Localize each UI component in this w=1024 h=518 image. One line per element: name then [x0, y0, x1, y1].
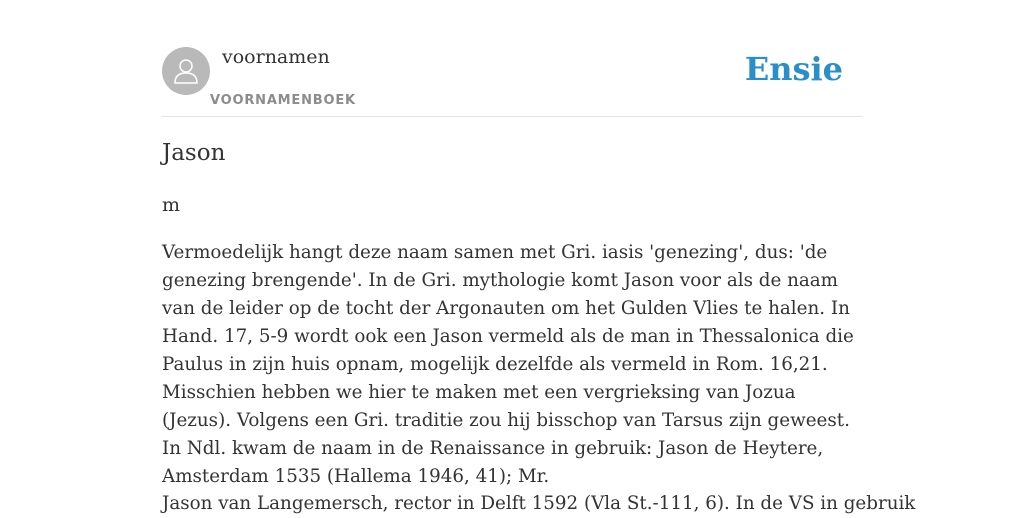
- source-label[interactable]: VOORNAMENBOEK: [210, 93, 356, 108]
- definition-paragraph: Vermoedelijk hangt deze naam samen met Gri. iasis 'genezing', dus: 'de genezing brengende'. In de Gri. mythologie komt Jason voor als de naam van de leider op de tocht der Argonauten om het Gulden Vlies te halen. In Hand. 17, 5-9 wordt ook een Jason vermeld als de man in Thessalonica die Paulus in zijn huis opnam, mogelijk dezelfde als vermeld in Rom. 16,21. Misschien hebben we hier te maken met een vergrieksing van Jozua (Jezus). Volgens een Gri. traditie zou hij bisschop van Tarsus zijn geweest. In Ndl. kwam de naam in de Renaissance in gebruik: Jason de Heytere, Amsterdam 1535 (Hallema 1946, 41); Mr.: [162, 242, 854, 487]
- page: [162, 0, 916, 514]
- definition-paragraph-continued: Jason van Langemersch, rector in Delft 1592 (Vla St.-111, 6). In de VS in gebruik: [162, 493, 916, 514]
- ensie-logo[interactable]: Ensie: [744, 50, 843, 88]
- gender-label: m: [162, 194, 181, 216]
- author-name[interactable]: voornamen: [222, 46, 330, 68]
- user-icon: [171, 56, 201, 86]
- page-title: Jason: [162, 140, 226, 166]
- avatar[interactable]: [162, 47, 210, 95]
- header: [162, 0, 862, 117]
